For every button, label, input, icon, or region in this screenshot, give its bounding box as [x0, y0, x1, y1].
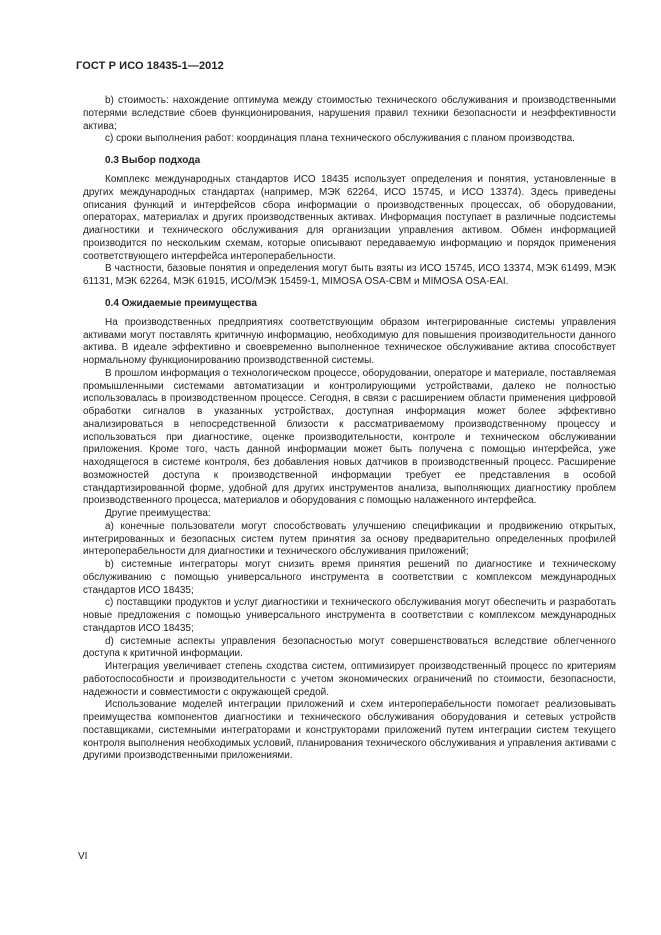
list-item-d: d) системные аспекты управления безопасностью могут совершенствоваться вследствие облегченного доступа к критичной информации. [83, 635, 616, 660]
list-item-a: a) конечные пользователи могут способствовать улучшению спецификации и продвижению открытых, интегрированных и безопасных систем путем принятия за основу предварительно определенных профилей интероперабельности для диагностики и технического обслуживания приложений; [83, 520, 616, 558]
paragraph: Интеграция увеличивает степень сходства систем, оптимизирует производственный процесс по критериям работоспособности и производительности с учетом экономических ограничений по стоимости, безопасности, надежности и совместимости с окружающей средой. [83, 661, 616, 698]
document-header: ГОСТ Р ИСО 18435-1—2012 [76, 60, 224, 72]
list-item-c: c) поставщики продуктов и услуг диагностики и технического обслуживания могут обеспечить и разработать новые предложения с помощью универсального инструмента в соответствии с комплексом международных стандартов ИСО 18435; [83, 597, 616, 634]
paragraph: На производственных предприятиях соответствующим образом интегрированные системы управления активами могут поставлять критичную информацию, необходимую для повышения производительности данного актива. В идеале эффективно и своевременно выполненное техническое обслуживание актива способствует нормальному функционированию производственной системы. [83, 316, 616, 366]
document-body [83, 95, 616, 763]
paragraph: Другие преимущества: [105, 508, 211, 519]
paragraph: Комплекс международных стандартов ИСО 18435 использует определения и понятия, установленные в других международных стандартах (например, МЭК 62264, ИСО 15745, и ИСО 13374). Здесь приведены описания функций и интерфейсов сбора информации о производственных процессах, об оборудовании, операторах, материалах и других производственных активах. Информация поступает в различные подсистемы диагностики и технического обслуживания для организации управления активом. Обмен информацией производится по нескольким схемам, которые описывают передаваемую информацию и порядок применения соответствующего интерфейса интероперабельности. [83, 174, 616, 262]
list-item-b-cost: b) стоимость: нахождение оптимума между стоимостью технического обслуживания и производственными потерями вследствие сбоев функционирования, нарушения правил техники безопасности и неэффективности актива; [83, 95, 616, 132]
paragraph: Использование моделей интеграции приложений и схем интероперабельности помогает реализовывать преимущества компонентов диагностики и технического обслуживания оборудования и сетевых устройств поставщиками, системными интеграторами и конструкторами приложений путем интеграции систем текущего контроля выполнения необходимых условий, планирования технического обслуживания и управления активами с другими производственными приложениями. [83, 699, 616, 762]
paragraph: В частности, базовые понятия и определения могут быть взяты из ИСО 15745, ИСО 13374, МЭК 61499, МЭК 61131, МЭК 62264, МЭК 61915, ИСО/МЭК 15459-1, MIMOSA OSA-CBM и MIMOSA OSA-EAI. [83, 263, 616, 287]
page-number: VI [78, 851, 88, 862]
list-item-b: b) системные интеграторы могут снизить время принятия решений по диагностике и техническому обслуживанию с помощью универсального инструмента в соответствии с комплексом международных стандартов ИСО 18435; [83, 559, 616, 596]
paragraph: В прошлом информация о технологическом процессе, оборудовании, операторе и материале, поставляемая промышленными системами автоматизации и контролирующими устройствами, далеко не полностью использовалась в производственном процессе. Сегодня, в связи с расширением области применения цифровой обработки сигналов в указанных устройствах, доступная информация может более эффективно анализироваться в непосредственной близости к рассматриваемому производственному процессу и использоваться при диагностике, оценке производительности, контроле и техническом обслуживании приложения. Кроме того, часть данной информации может быть получена с помощью интерфейса, уже находящегося в системе контроля, без добавления новых датчиков в производственный процесс. Расширение возможностей доступа к производственной информации требует ее представления в особой стандартизированной форме, удобной для других инструментов анализа, выполняющих диагностику проблем производственного процесса, материалов и оборудования с помощью налаженного интерфейса. [83, 367, 616, 507]
section-heading-0-4: 0.4 Ожидаемые преимущества [105, 297, 257, 309]
section-heading-0-3: 0.3 Выбор подхода [105, 155, 201, 166]
list-item-c-schedule: c) сроки выполнения работ: координация плана технического обслуживания с планом производства. [105, 133, 575, 145]
